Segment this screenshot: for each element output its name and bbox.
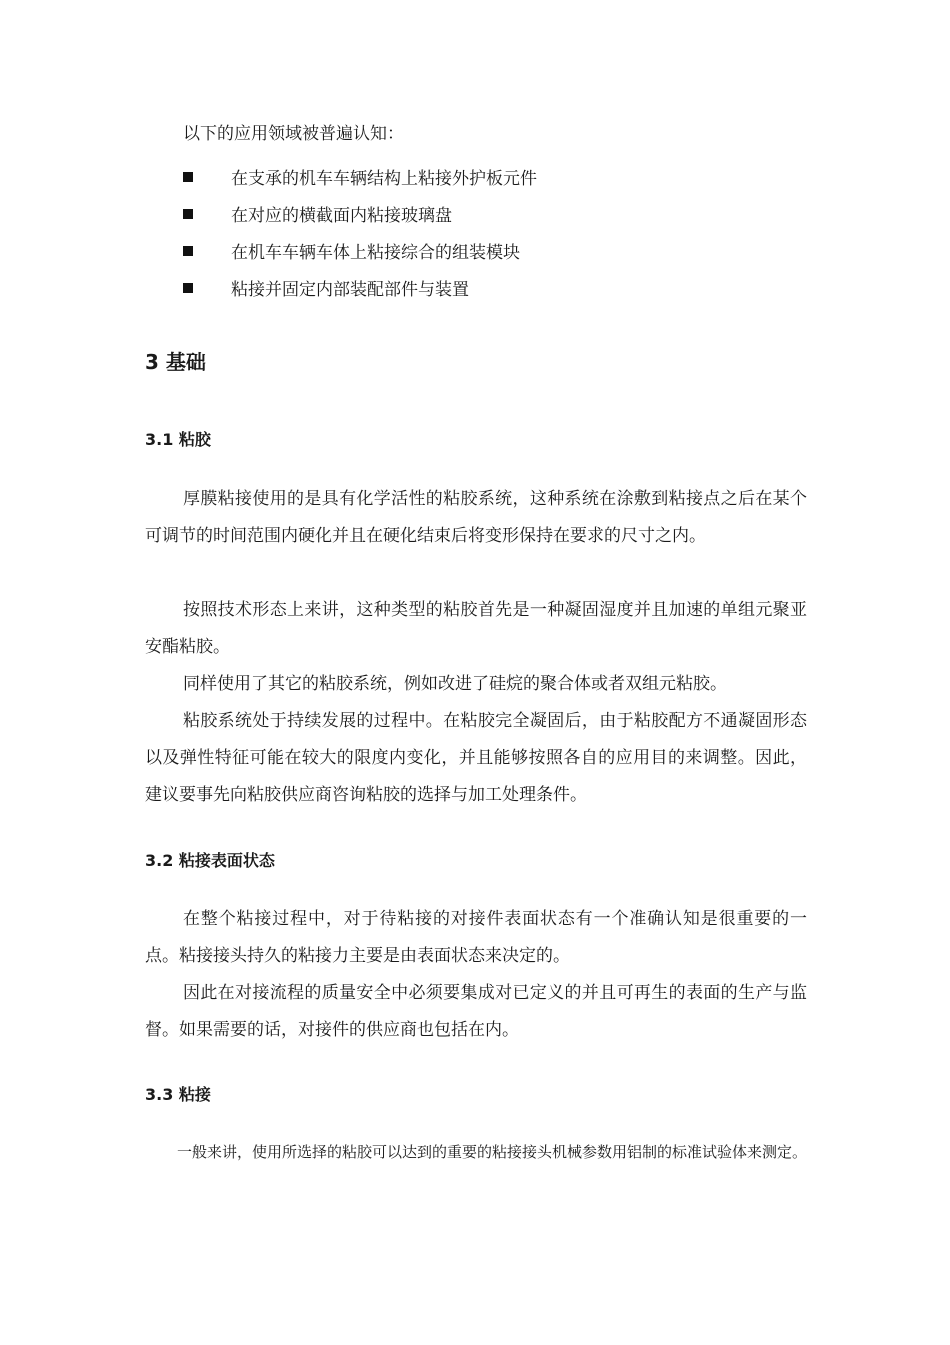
square-bullet-icon: [183, 283, 193, 293]
section-3-heading: 3 基础: [145, 350, 206, 374]
square-bullet-icon: [183, 172, 193, 182]
paragraph: 粘胶系统处于持续发展的过程中。在粘胶完全凝固后，由于粘胶配方不通凝固形态以及弹性特征可能在较大的限度内变化，并且能够按照各自的应用目的来调整。因此，建议要事先向粘胶供应商咨询粘胶的选择与加工处理条件。: [145, 711, 807, 805]
section-3-2-heading: 3.2 粘接表面状态: [145, 851, 275, 870]
list-item: 粘接并固定内部装配部件与装置: [183, 269, 537, 306]
intro-text: 以下的应用领域被普遍认知：: [183, 124, 404, 144]
paragraph: 同样使用了其它的粘胶系统，例如改进了硅烷的聚合体或者双组元粘胶。: [183, 674, 727, 694]
section-3-1-heading: 3.1 粘胶: [145, 430, 211, 449]
paragraph: 厚膜粘接使用的是具有化学活性的粘胶系统，这种系统在涂敷到粘接点之后在某个可调节的时间范围内硬化并且在硬化结束后将变形保持在要求的尺寸之内。: [145, 489, 807, 546]
paragraph: 按照技术形态上来讲，这种类型的粘胶首先是一种凝固湿度并且加速的单组元聚亚安酯粘胶。: [145, 600, 807, 657]
list-item: 在支承的机车车辆结构上粘接外护板元件: [183, 158, 537, 195]
paragraph: 在整个粘接过程中，对于待粘接的对接件表面状态有一个准确认知是很重要的一点。粘接接头持久的粘接力主要是由表面状态来决定的。: [145, 909, 807, 966]
list-item: 在机车车辆车体上粘接综合的组装模块: [183, 232, 537, 269]
paragraph: 因此在对接流程的质量安全中必须要集成对已定义的并且可再生的表面的生产与监督。如果需要的话，对接件的供应商也包括在内。: [145, 983, 807, 1040]
square-bullet-icon: [183, 209, 193, 219]
list-item: 在对应的横截面内粘接玻璃盘: [183, 195, 537, 232]
section-3-3-heading: 3.3 粘接: [145, 1085, 211, 1104]
paragraph: 一般来讲，使用所选择的粘胶可以达到的重要的粘接接头机械参数用铝制的标准试验体来测定。: [177, 1143, 808, 1161]
application-list: [183, 158, 537, 306]
square-bullet-icon: [183, 246, 193, 256]
